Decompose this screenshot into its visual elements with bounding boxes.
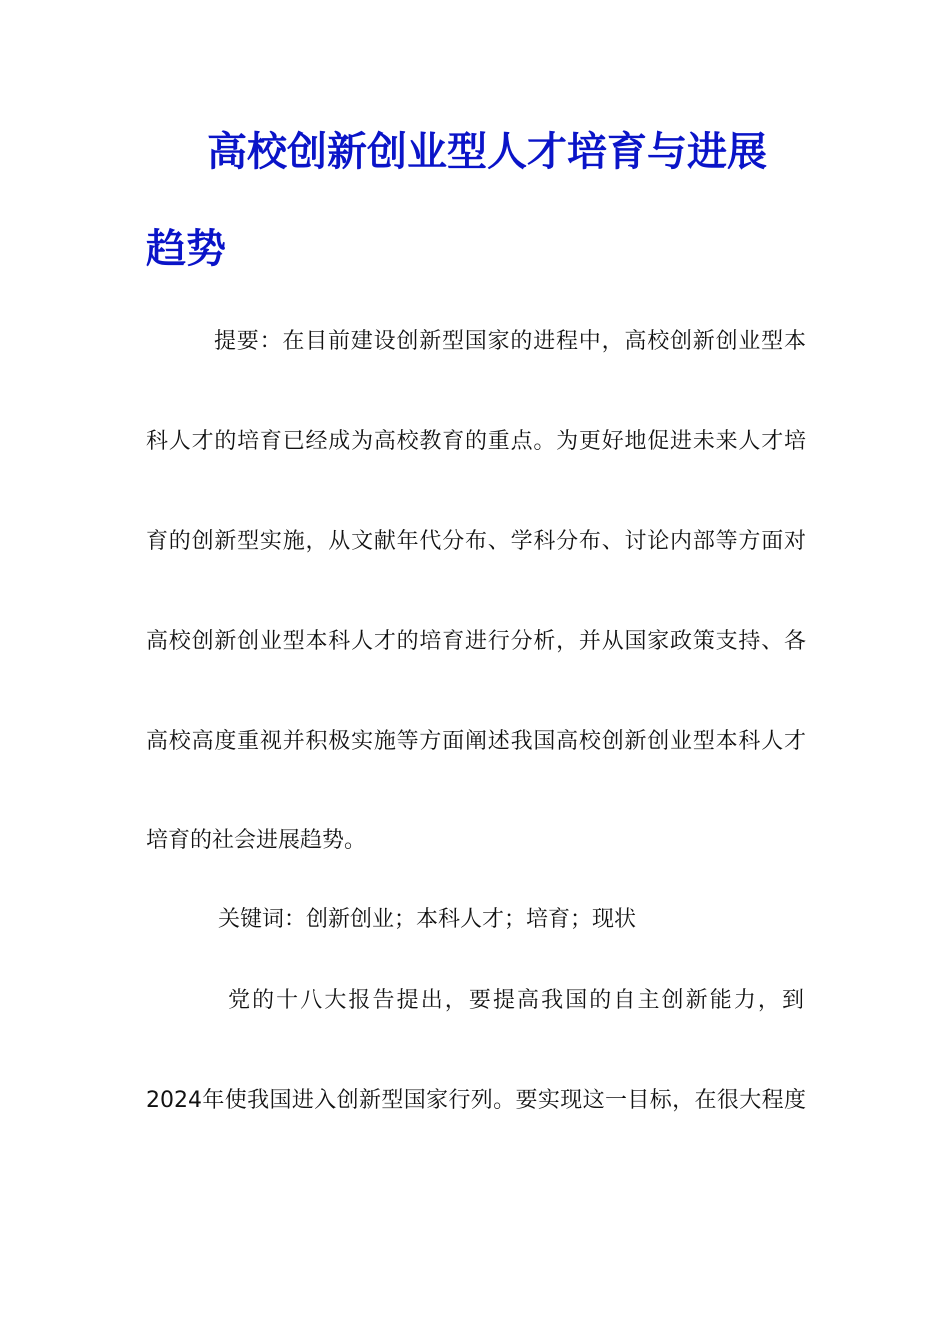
abstract-line-3: 育的创新型实施，从文献年代分布、学科分布、讨论内部等方面对: [146, 529, 806, 554]
body-line-1: 党的十八大报告提出，要提高我国的自主创新能力，到: [228, 988, 806, 1013]
keywords-line: 关键词：创新创业；本科人才；培育；现状: [218, 907, 637, 932]
abstract-line-5: 高校高度重视并积极实施等方面阐述我国高校创新创业型本科人才: [146, 729, 806, 754]
body-line-2: 2024年使我国进入创新型国家行列。要实现这一目标，在很大程度: [146, 1088, 806, 1113]
abstract-line-4: 高校创新创业型本科人才的培育进行分析，并从国家政策支持、各: [146, 629, 806, 654]
abstract-line-6: 培育的社会进展趋势。: [146, 828, 367, 853]
document-title-line-2: 趋势: [146, 225, 226, 272]
abstract-line-2: 科人才的培育已经成为高校教育的重点。为更好地促进未来人才培: [146, 429, 806, 454]
abstract-line-1: 提要：在目前建设创新型国家的进程中，高校创新创业型本: [214, 329, 806, 354]
document-title-line-1: 高校创新创业型人才培育与进展: [207, 128, 767, 175]
